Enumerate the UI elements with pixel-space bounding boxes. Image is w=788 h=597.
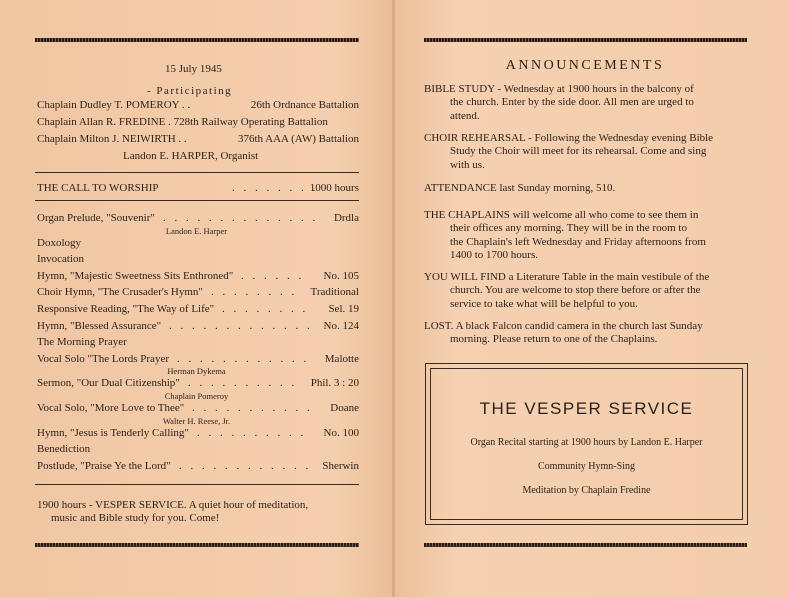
program-item-title: Doxology bbox=[37, 236, 81, 249]
program-item bbox=[37, 212, 359, 225]
program-item bbox=[37, 253, 359, 266]
program-item-title: Invocation bbox=[37, 253, 85, 266]
announcement-line: BIBLE STUDY - Wednesday at 1900 hours in the balcony of bbox=[424, 83, 694, 95]
announcement bbox=[424, 182, 747, 195]
program-item bbox=[37, 460, 359, 473]
performer-credit: Chaplain Pomeroy bbox=[164, 391, 229, 401]
program-item bbox=[37, 443, 359, 456]
left-page bbox=[0, 0, 393, 597]
announcement-line: ATTENDANCE last Sunday morning, 510. bbox=[424, 182, 616, 194]
announcement-line: YOU WILL FIND a Literature Table in the main vestibule of the bbox=[424, 271, 710, 283]
bottom-rule bbox=[424, 543, 747, 547]
call-to-worship-row bbox=[37, 182, 359, 195]
program-item-title: Vocal Solo "The Lords Prayer bbox=[37, 352, 169, 365]
program-item bbox=[37, 377, 359, 390]
leader-dots: . . . . . . . . . . bbox=[197, 426, 307, 439]
program-item-detail: No. 105 bbox=[323, 269, 359, 282]
participant-name: Chaplain Dudley T. POMEROY . . bbox=[37, 99, 191, 111]
participant-row bbox=[37, 133, 359, 146]
vesper-line: Organ Recital starting at 1900 hours by Landon E. Harper bbox=[470, 437, 703, 448]
program-item-title: Responsive Reading, "The Way of Life" bbox=[37, 303, 215, 315]
program-item-title: Benediction bbox=[37, 443, 91, 456]
leader-dots: . . . . . . . . bbox=[232, 182, 319, 194]
program-item-detail: Sel. 19 bbox=[328, 303, 359, 315]
participant-unit: 376th AAA (AW) Battalion bbox=[237, 133, 359, 145]
program-item-title: Postlude, "Praise Ye the Lord" bbox=[37, 459, 171, 472]
footer-line: music and Bible study for you. Come! bbox=[51, 512, 220, 525]
participant-name: Chaplain Allan R. FREDINE . 728th Railway Operating Battalion bbox=[37, 116, 328, 128]
announcement-line: service to take what will be helpful to you. bbox=[450, 297, 638, 310]
organist: Landon E. HARPER, Organist bbox=[123, 150, 259, 162]
announcement-line: the church. Enter by the side door. All men are urged to bbox=[450, 96, 694, 109]
program-item-title: Sermon, "Our Dual Citizenship" bbox=[37, 377, 180, 390]
program-item-title: Vocal Solo, "More Love to Thee" bbox=[37, 402, 185, 414]
participant-name: Chaplain Milton J. NEIWIRTH . . bbox=[37, 133, 187, 145]
announcement bbox=[424, 271, 747, 311]
date: 15 July 1945 bbox=[165, 63, 222, 75]
program-item bbox=[37, 336, 359, 349]
program-item-detail: Traditional bbox=[310, 286, 359, 299]
leader-dots: . . . . . . bbox=[241, 269, 305, 282]
participating-label: - Participating bbox=[147, 85, 233, 97]
program-item bbox=[37, 303, 359, 316]
announcement-line: 1400 to 1700 hours. bbox=[450, 249, 538, 262]
announcement bbox=[424, 132, 747, 172]
divider bbox=[35, 172, 359, 173]
announcement-line: Study the Choir will meet for its rehearsal. Come and sing bbox=[450, 145, 707, 158]
announcement-line: church. You are welcome to stop there before or after the bbox=[450, 284, 701, 297]
program-item bbox=[37, 353, 359, 366]
performer-credit: Walter H. Reese, Jr. bbox=[162, 415, 231, 426]
leader-dots: . . . . . . . . . . . . . . bbox=[163, 212, 319, 224]
participant-row bbox=[37, 99, 359, 112]
vesper-box-inner bbox=[430, 368, 743, 520]
leader-dots: . . . . . . . . . . . . bbox=[179, 459, 312, 472]
program-item-detail: Phil. 3 : 20 bbox=[310, 377, 359, 390]
announcement-line: the Chaplain's left Wednesday and Friday afternoons from bbox=[450, 235, 706, 248]
vesper-line: Community Hymn-Sing bbox=[538, 461, 635, 472]
call-to-worship: THE CALL TO WORSHIP bbox=[37, 182, 159, 194]
program-item-title: Hymn, "Blessed Assurance" bbox=[37, 319, 162, 332]
program-item-title: Choir Hymn, "The Crusader's Hymn" bbox=[37, 286, 203, 299]
call-time: 1000 hours bbox=[309, 182, 359, 194]
footer-note bbox=[37, 499, 359, 526]
program-item-detail: No. 100 bbox=[323, 426, 359, 439]
program-item bbox=[37, 270, 359, 283]
top-rule bbox=[424, 38, 747, 42]
footer-line: 1900 hours - VESPER SERVICE. A quiet hour of meditation, bbox=[37, 499, 309, 511]
participant-unit: 26th Ordnance Battalion bbox=[250, 99, 359, 111]
announcement-line: THE CHAPLAINS will welcome all who come to see them in bbox=[424, 209, 699, 221]
program-item-title: Hymn, "Majestic Sweetness Sits Enthroned" bbox=[37, 269, 234, 282]
announcement-line: their offices any morning. They will be in the room to bbox=[450, 222, 687, 235]
vesper-title: THE VESPER SERVICE bbox=[479, 399, 694, 418]
vesper-box bbox=[425, 363, 748, 525]
announcement-line: attend. bbox=[450, 109, 480, 122]
leader-dots: . . . . . . . . . . . . bbox=[177, 352, 310, 365]
leader-dots: . . . . . . . . . . . . . bbox=[169, 319, 313, 332]
program-item-detail: Doane bbox=[330, 402, 359, 414]
bottom-rule bbox=[35, 543, 359, 547]
announcement bbox=[424, 83, 747, 123]
program-item bbox=[37, 320, 359, 333]
program-item-title: The Morning Prayer bbox=[37, 336, 127, 349]
program-item bbox=[37, 427, 359, 440]
vesper-line: Meditation by Chaplain Fredine bbox=[522, 485, 651, 496]
announcement-line: LOST. A black Falcon candid camera in the church last Sunday bbox=[424, 320, 703, 332]
divider bbox=[35, 484, 359, 485]
leader-dots: . . . . . . . . . . bbox=[188, 377, 298, 390]
program-item-title: Hymn, "Jesus is Tenderly Calling" bbox=[37, 426, 189, 439]
leader-dots: . . . . . . . . bbox=[211, 286, 298, 299]
participant-row bbox=[37, 116, 359, 129]
top-rule bbox=[35, 38, 359, 42]
announcements-heading: ANNOUNCEMENTS bbox=[505, 58, 665, 73]
announcement bbox=[424, 320, 747, 347]
program-item bbox=[37, 286, 359, 299]
program-item-title: Organ Prelude, "Souvenir" bbox=[37, 212, 155, 224]
program-item-detail: Malotte bbox=[324, 352, 359, 365]
program-item bbox=[37, 237, 359, 250]
divider bbox=[35, 200, 359, 201]
announcement-line: morning. Please return to one of the Chaplains. bbox=[450, 333, 658, 346]
announcement-line: with us. bbox=[450, 158, 485, 171]
program-item bbox=[37, 402, 359, 415]
performer-credit: Herman Dykema bbox=[167, 366, 226, 377]
leader-dots: . . . . . . . . bbox=[222, 303, 309, 315]
announcement bbox=[424, 209, 747, 263]
performer-credit: Landon E. Harper bbox=[165, 225, 228, 236]
program-item-detail: Drdla bbox=[333, 212, 359, 224]
leader-dots: . . . . . . . . . . . bbox=[192, 402, 313, 414]
program-item-detail: Sherwin bbox=[322, 459, 359, 472]
program-item-detail: No. 124 bbox=[323, 319, 359, 332]
announcement-line: CHOIR REHEARSAL - Following the Wednesday evening Bible bbox=[424, 132, 714, 144]
